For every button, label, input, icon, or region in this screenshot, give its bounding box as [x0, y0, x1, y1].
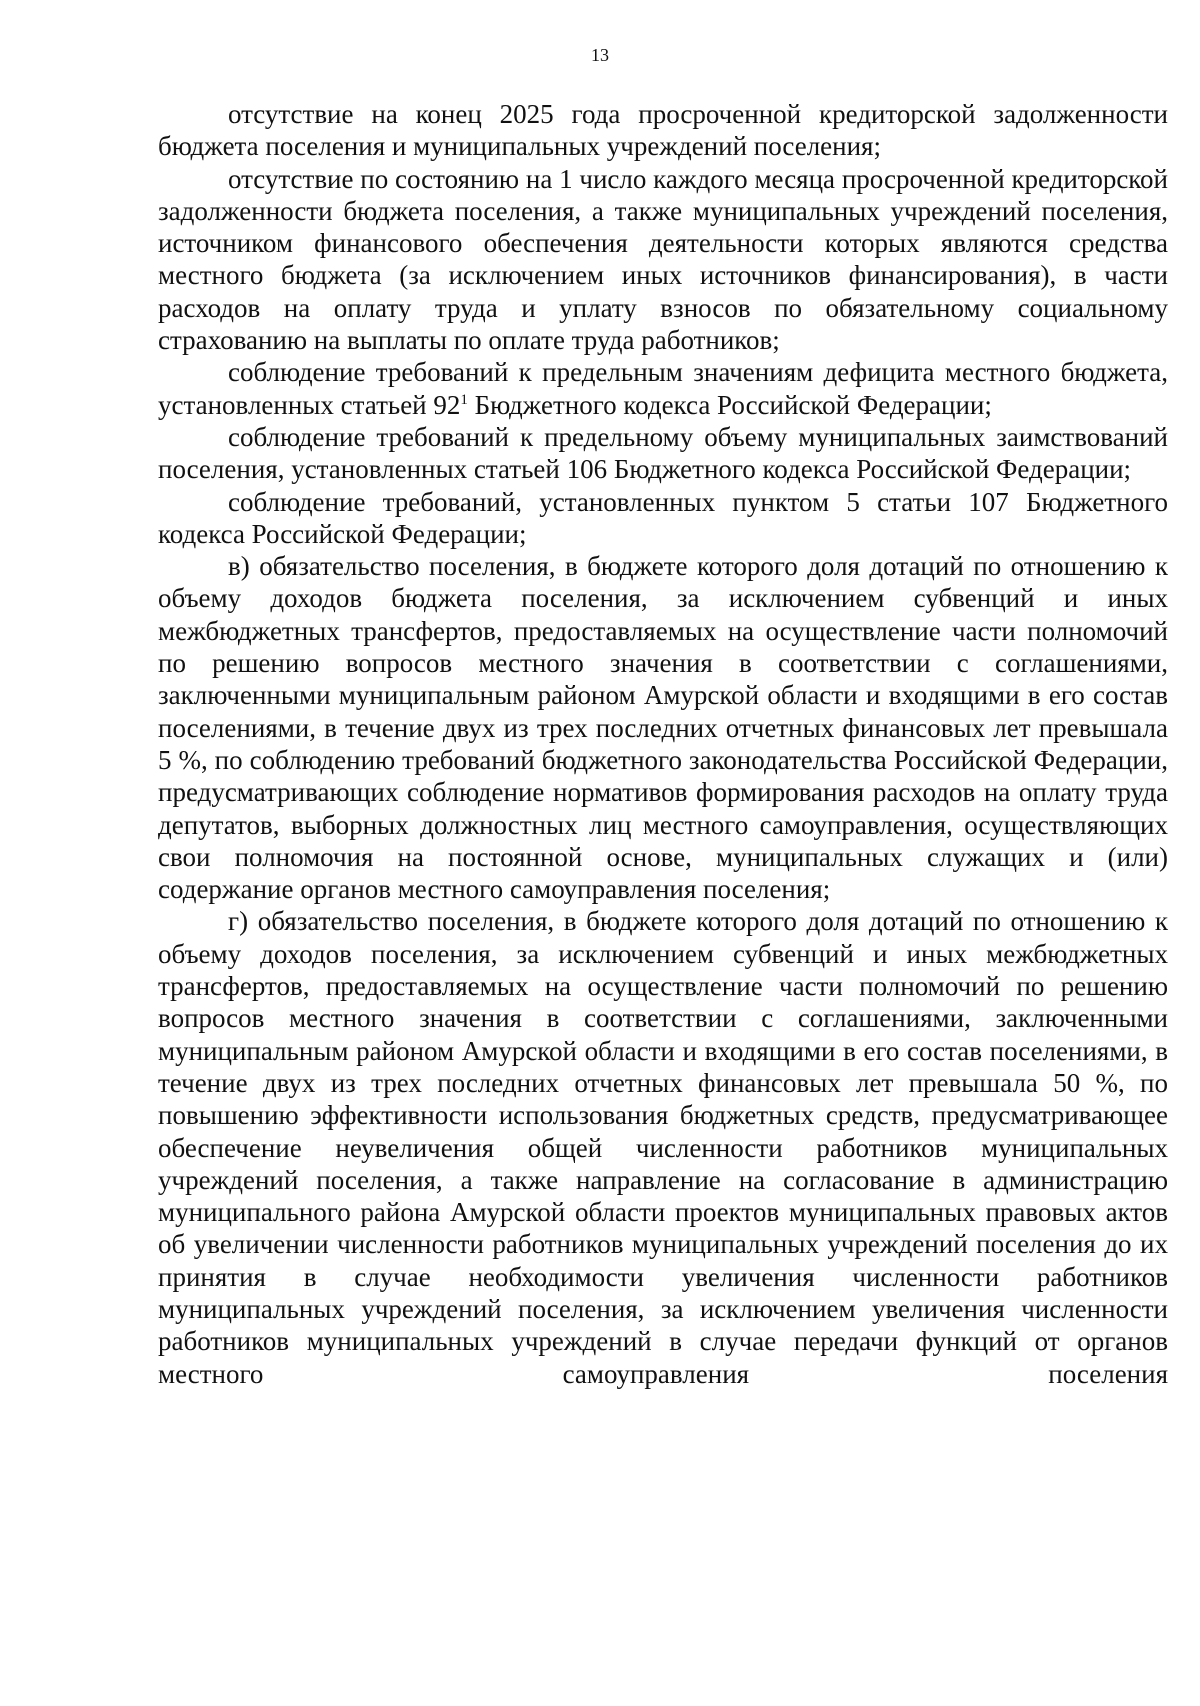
paragraph-no-overdue-debt-2025: отсутствие на конец 2025 года просроченной кредиторской задолженности бюджета поселения и муниципальных учреждений поселения;: [158, 99, 1168, 162]
paragraph-borrowing-limits: соблюдение требований к предельному объему муниципальных заимствований поселения, установленных статьей 106 Бюджетного кодекса Российской Федерации;: [158, 421, 1168, 485]
paragraph-no-overdue-debt-monthly: отсутствие по состоянию на 1 число каждого месяца просроченной кредиторской задолженности бюджета поселения, а также муниципальных учреждений поселения, источником финансового обеспечения деятельности которых являются средства местного бюджета (за исключением иных источников финансирования), в части расходов на оплату труда и уплату взносов по обязательному социальному страхованию на выплаты по оплате труда работников;: [158, 163, 1168, 356]
paragraph-deficit-text-after: Бюджетного кодекса Российской Федерации;: [467, 389, 992, 420]
document-body: [158, 98, 1168, 1390]
article-superscript: 1: [460, 391, 468, 408]
paragraph-obligation-g: г) обязательство поселения, в бюджете которого доля дотаций по отношению к объему доходов поселения, за исключением субвенций и иных межбюджетных трансфертов, предоставляемых на осуществление части полномочий по решению вопросов местного значения в соответствии с соглашениями, заключенными муниципальным районом Амурской области и входящими в его состав поселениями, в течение двух из трех последних отчетных финансовых лет превышала 50 %, по повышению эффективности использования бюджетных средств, предусматривающее обеспечение неувеличения общей численности работников муниципальных учреждений поселения, а также направление на согласование в администрацию муниципального района Амурской области проектов муниципальных правовых актов об увеличении численности работников муниципальных учреждений поселения до их принятия в случае необходимости увеличения численности работников муниципальных учреждений поселения, за исключением увеличения численности работников муниципальных учреждений в случае передачи функций от органов местного самоуправления поселения: [158, 906, 1168, 1389]
paragraph-deficit-limits: [158, 356, 1168, 421]
page-number: 13: [591, 45, 609, 65]
paragraph-deficit-text-before: соблюдение требований к предельным значениям дефицита местного бюджета, установленных статьей 92: [158, 357, 1168, 420]
paragraph-article-107: соблюдение требований, установленных пунктом 5 статьи 107 Бюджетного кодекса Российской Федерации;: [158, 486, 1168, 549]
paragraph-obligation-v: в) обязательство поселения, в бюджете которого доля дотаций по отношению к объему доходов бюджета поселения, за исключением субвенций и иных межбюджетных трансфертов, предоставляемых на осуществление части полномочий по решению вопросов местного значения в соответствии с соглашениями, заключенными муниципальным районом Амурской области и входящими в его состав поселениями, в течение двух из трех последних отчетных финансовых лет превышала 5 %, по соблюдению требований бюджетного законодательства Российской Федерации, предусматривающих соблюдение нормативов формирования расходов на оплату труда депутатов, выборных должностных лиц местного самоуправления, осуществляющих свои полномочия на постоянной основе, муниципальных служащих и (или) содержание органов местного самоуправления поселения;: [158, 551, 1168, 905]
